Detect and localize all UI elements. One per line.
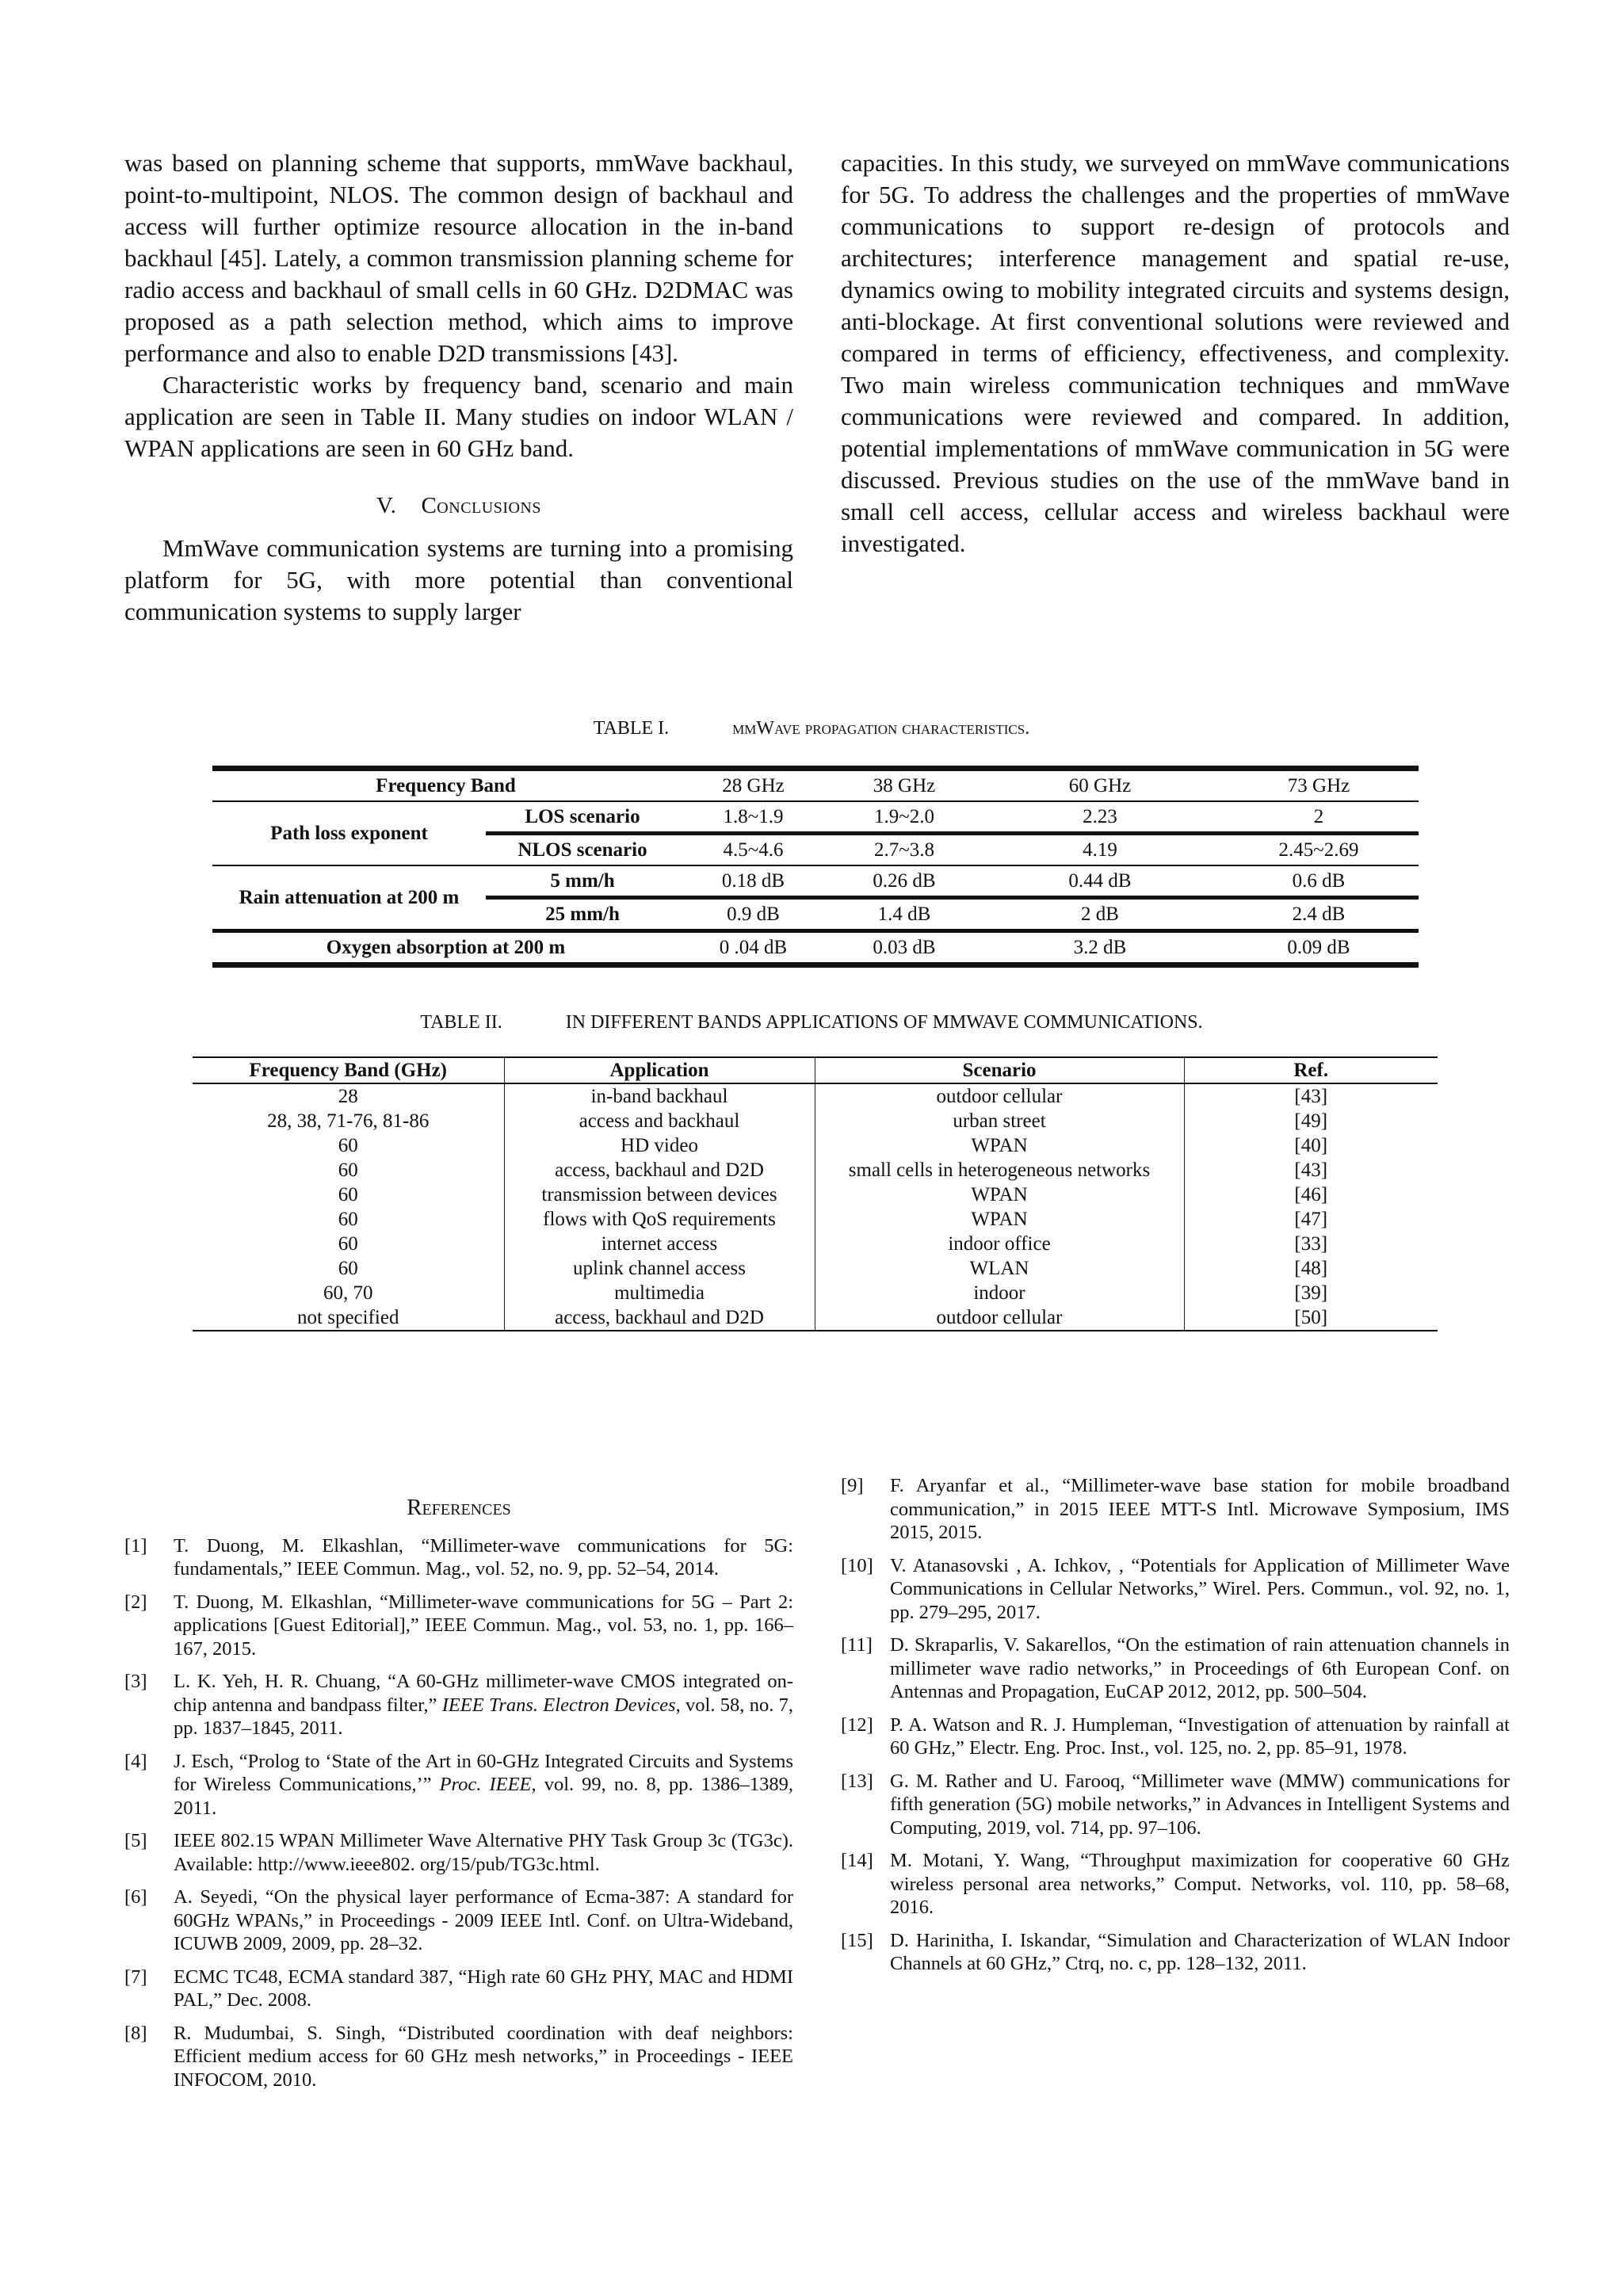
table2-cell: 60 <box>193 1133 504 1158</box>
reference-text: F. Aryanfar et al., “Millimeter-wave base station for mobile broadband communication,” in 2015 IEEE MTT-S Intl. Microwave Symposium, IMS 2015, 2015. <box>890 1475 1510 1543</box>
reference-number: [7] <box>124 1966 147 1988</box>
reference-number: [8] <box>124 2022 147 2044</box>
table1-cell: 0.09 dB <box>1287 936 1350 958</box>
table2-header-cell: Frequency Band (GHz) <box>193 1057 504 1083</box>
table-row <box>193 1232 1438 1256</box>
reference-item <box>841 1770 1510 1840</box>
table1-label: TABLE I. <box>593 718 670 739</box>
table-row <box>193 1281 1438 1305</box>
table2-cell: [33] <box>1294 1233 1328 1255</box>
table2-header-cell: Scenario <box>815 1057 1184 1083</box>
reference-text: ECMC TC48, ECMA standard 387, “High rate 60 GHz PHY, MAC and HDMI PAL,” Dec. 2008. <box>174 1966 793 2011</box>
left-column <box>124 147 793 628</box>
table1-cell: 0.26 dB <box>873 869 936 892</box>
table2-cell: WPAN <box>815 1182 1184 1207</box>
table2-cell: transmission between devices <box>504 1182 815 1207</box>
table2-cell: outdoor cellular <box>815 1083 1184 1109</box>
reference-number: [3] <box>124 1671 147 1692</box>
table-row <box>193 1133 1438 1158</box>
table-row <box>193 1305 1438 1331</box>
table-row <box>193 1158 1438 1182</box>
table2-cell: 60, 70 <box>193 1281 504 1305</box>
reference-list <box>124 1534 793 2092</box>
table1-cell: 2 dB <box>1081 903 1119 925</box>
reference-item <box>124 1829 793 1876</box>
reference-text: T. Duong, M. Elkashlan, “Millimeter-wave communications for 5G: fundamentals,” IEEE Commun. Mag., vol. 52, no. 9, pp. 52–54, 2014. <box>174 1534 793 1580</box>
table1-header-cell: Frequency Band <box>376 774 516 797</box>
table2-caption <box>0 1012 1623 1033</box>
table1-cell: 0.9 dB <box>727 903 780 925</box>
table-row <box>193 1207 1438 1232</box>
reference-text <box>174 1670 793 1740</box>
table2-cell: urban street <box>815 1109 1184 1133</box>
section-title: Conclusions <box>421 493 541 518</box>
table-row <box>193 1083 1438 1109</box>
table2-cell: 60 <box>193 1256 504 1281</box>
reference-journal: Proc. IEEE <box>439 1774 532 1795</box>
table1-title: mmWave propagation characteristics. <box>732 718 1030 739</box>
reference-journal: IEEE Trans. Electron Devices <box>441 1694 676 1716</box>
table2-cell: small cells in heterogeneous networks <box>815 1158 1184 1182</box>
reference-text-part: , vol. 99, no. 8, pp. 1386–1389, 2011. <box>174 1774 793 1819</box>
table2-cell: 60 <box>193 1207 504 1232</box>
table2-cell: [50] <box>1294 1307 1328 1328</box>
reference-number: [13] <box>841 1770 873 1792</box>
reference-item <box>124 1591 793 1661</box>
reference-number: [2] <box>124 1591 147 1613</box>
table2-cell: access, backhaul and D2D <box>504 1158 815 1182</box>
table2-cell: access and backhaul <box>504 1109 815 1133</box>
table-row <box>212 931 1419 965</box>
reference-number: [6] <box>124 1886 147 1908</box>
table1-group-label: Rain attenuation at 200 m <box>212 865 486 931</box>
table1-cell: 4.5~4.6 <box>723 839 784 861</box>
table1-cell: 2.4 dB <box>1292 903 1346 925</box>
table1-cell: 0.03 dB <box>873 936 936 958</box>
table2-cell: [39] <box>1294 1282 1328 1304</box>
reference-number: [10] <box>841 1554 873 1576</box>
table2-cell: [47] <box>1294 1209 1328 1230</box>
reference-text-part: L. K. Yeh, H. R. Chuang, “A 60-GHz millimeter-wave CMOS integrated on-chip antenna and bandpass filter,” <box>174 1671 793 1716</box>
reference-text: R. Mudumbai, S. Singh, “Distributed coordination with deaf neighbors: Efficient medium access for 60 GHz mesh networks,” in Proceedings - IEEE INFOCOM, 2010. <box>174 2022 793 2091</box>
table2-cell: WLAN <box>815 1256 1184 1281</box>
table2-header-cell: Application <box>504 1057 815 1083</box>
table1-sub-label: NLOS scenario <box>517 839 647 861</box>
table2 <box>193 1056 1438 1331</box>
references-left <box>124 1496 793 2101</box>
references-right <box>841 1474 1510 1985</box>
paragraph: MmWave communication systems are turning into a promising platform for 5G, with more potential than conventional communication systems to supply larger <box>124 534 793 625</box>
table1-sub-label: 5 mm/h <box>550 869 615 892</box>
reference-text: T. Duong, M. Elkashlan, “Millimeter-wave communications for 5G – Part 2: applications [Guest Editorial],” IEEE Commun. Mag., vol. 53, no. 1, pp. 166–167, 2015. <box>174 1591 793 1660</box>
table-row <box>212 865 1419 898</box>
reference-item <box>124 1750 793 1820</box>
table2-cell: 60 <box>193 1232 504 1256</box>
table1-sub-label: LOS scenario <box>525 805 640 827</box>
reference-item <box>841 1849 1510 1920</box>
table2-cell: 28 <box>193 1083 504 1109</box>
reference-item <box>841 1474 1510 1545</box>
reference-text-part: , vol. 58, no. 7, pp. 1837–1845, 2011. <box>174 1694 793 1739</box>
table-row <box>212 801 1419 834</box>
reference-item <box>124 1534 793 1581</box>
reference-number: [15] <box>841 1929 873 1951</box>
table-row <box>193 1182 1438 1207</box>
table2-cell: not specified <box>193 1305 504 1331</box>
table2-cell: HD video <box>504 1133 815 1158</box>
table1-cell: 2.23 <box>1083 805 1117 827</box>
reference-item <box>841 1929 1510 1976</box>
right-column <box>841 147 1510 560</box>
reference-text: IEEE 802.15 WPAN Millimeter Wave Alternative PHY Task Group 3c (TG3c). Available: http://www.ieee802. org/15/pub/TG3c.html. <box>174 1830 793 1875</box>
table2-cell: access, backhaul and D2D <box>504 1305 815 1331</box>
reference-text: D. Skraparlis, V. Sakarellos, “On the estimation of rain attenuation channels in millimeter wave radio networks,” in Proceedings of 6th European Conf. on Antennas and Propagation, EuCAP 2012, 2012, pp. 500–504. <box>890 1634 1510 1702</box>
table2-cell: uplink channel access <box>504 1256 815 1281</box>
reference-text: P. A. Watson and R. J. Humpleman, “Investigation of attenuation by rainfall at 60 GHz,” Electr. Eng. Proc. Inst., vol. 125, no. 2, pp. 85–91, 1978. <box>890 1713 1510 1759</box>
section-number: V. <box>376 493 397 518</box>
table2-cell: 60 <box>193 1182 504 1207</box>
reference-number: [9] <box>841 1475 864 1496</box>
table2-cell: flows with QoS requirements <box>504 1207 815 1232</box>
table2-cell: WPAN <box>815 1133 1184 1158</box>
table1-cell: 2 <box>1313 805 1324 827</box>
reference-item <box>841 1633 1510 1704</box>
reference-item <box>124 1966 793 2012</box>
reference-number: [14] <box>841 1850 873 1871</box>
table1-group-label: Path loss exponent <box>212 801 486 865</box>
reference-text: A. Seyedi, “On the physical layer performance of Ecma-387: A standard for 60GHz WPANs,” in Proceedings - 2009 IEEE Intl. Conf. on Ultra-Wideband, ICUWB 2009, 2009, pp. 28–32. <box>174 1886 793 1954</box>
reference-number: [5] <box>124 1830 147 1851</box>
table2-body <box>193 1083 1438 1331</box>
reference-item <box>124 2022 793 2092</box>
table1-header-cell: 38 GHz <box>873 774 936 797</box>
table2-cell: [43] <box>1294 1159 1328 1181</box>
table-row <box>193 1256 1438 1281</box>
table1-cell: 0.44 dB <box>1068 869 1132 892</box>
reference-number: [12] <box>841 1713 873 1736</box>
reference-text: D. Harinitha, I. Iskandar, “Simulation and Characterization of WLAN Indoor Channels at 60 GHz,” Ctrq, no. c, pp. 128–132, 2011. <box>890 1929 1510 1974</box>
table2-cell: [48] <box>1294 1258 1328 1279</box>
table1-cell: 4.19 <box>1083 839 1117 861</box>
references-heading: References <box>407 1495 511 1520</box>
paragraph: capacities. In this study, we surveyed on mmWave communications for 5G. To address the challenges and the properties of mmWave communications to support re-design of protocols and architectures; interference management and spatial re-use, dynamics owing to mobility integrated circuits and systems design, anti-blockage. At first conventional solutions were reviewed and compared in terms of efficiency, effectiveness, and complexity. Two main wireless communication techniques and mmWave communications were reviewed and compared. In addition, potential implementations of mmWave communication in 5G were discussed. Previous studies on the use of the mmWave band in small cell access, cellular access and wireless backhaul were investigated. <box>841 149 1510 557</box>
table2-cell: 60 <box>193 1158 504 1182</box>
reference-item <box>124 1885 793 1956</box>
table2-cell: multimedia <box>504 1281 815 1305</box>
table1-header-cell: 73 GHz <box>1287 774 1350 797</box>
table2-cell: outdoor cellular <box>815 1305 1184 1331</box>
table1-sub-label: 25 mm/h <box>545 903 620 925</box>
table2-label: TABLE II. <box>420 1012 502 1033</box>
table1-cell: 2.7~3.8 <box>873 839 935 861</box>
table2-cell: [40] <box>1294 1135 1328 1156</box>
table1-cell: 0.18 dB <box>721 869 785 892</box>
table2-cell: in-band backhaul <box>504 1083 815 1109</box>
reference-number: [11] <box>841 1634 873 1656</box>
table1-cell: 3.2 dB <box>1073 936 1127 958</box>
reference-text: V. Atanasovski , A. Ichkov, , “Potentials for Application of Millimeter Wave Communications in Cellular Networks,” Wirel. Pers. Commun., vol. 92, no. 1, pp. 279–295, 2017. <box>890 1554 1510 1623</box>
table-row <box>193 1109 1438 1133</box>
reference-item <box>124 1670 793 1740</box>
paragraph: was based on planning scheme that supports, mmWave backhaul, point-to-multipoint, NLOS. The common design of backhaul and access will further optimize resource allocation in the in-band backhaul [45]. Lately, a common transmission planning scheme for radio access and backhaul of small cells in 60 GHz. D2DMAC was proposed as a path selection method, which aims to improve performance and also to enable D2D transmissions [43]. <box>124 149 793 367</box>
reference-number: [1] <box>124 1534 147 1557</box>
table1-caption <box>0 718 1623 739</box>
reference-item <box>841 1713 1510 1760</box>
table2-cell: indoor <box>815 1281 1184 1305</box>
table1-header-cell: 28 GHz <box>722 774 785 797</box>
table2-cell: [46] <box>1294 1184 1328 1205</box>
table1-cell: 2.45~2.69 <box>1278 839 1359 861</box>
table2-cell: [43] <box>1294 1086 1328 1107</box>
table2-cell: 28, 38, 71-76, 81-86 <box>193 1109 504 1133</box>
reference-item <box>841 1554 1510 1625</box>
table2-cell: WPAN <box>815 1207 1184 1232</box>
table1-cell: 1.8~1.9 <box>723 805 784 827</box>
table1 <box>212 766 1419 968</box>
table2-cell: internet access <box>504 1232 815 1256</box>
table1-header-cell: 60 GHz <box>1068 774 1132 797</box>
reference-text: G. M. Rather and U. Farooq, “Millimeter wave (MMW) communications for fifth generation (5G) mobile networks,” in Advances in Intelligent Systems and Computing, 2019, vol. 714, pp. 97–106. <box>890 1770 1510 1839</box>
table1-cell: 0.6 dB <box>1292 869 1346 892</box>
paragraph: Characteristic works by frequency band, scenario and main application are seen in Table II. Many studies on indoor WLAN / WPAN applications are seen in 60 GHz band. <box>124 371 793 462</box>
table2-title: IN DIFFERENT BANDS APPLICATIONS OF MMWAVE COMMUNICATIONS. <box>565 1012 1203 1033</box>
table1-cell: 1.9~2.0 <box>873 805 935 827</box>
table1-cell: 0 .04 dB <box>719 936 788 958</box>
table2-cell: [49] <box>1294 1110 1328 1132</box>
table1-cell: 1.4 dB <box>877 903 931 925</box>
table2-header-cell: Ref. <box>1184 1057 1438 1083</box>
reference-text: M. Motani, Y. Wang, “Throughput maximization for cooperative 60 GHz wireless personal area networks,” Comput. Networks, vol. 110, pp. 58–68, 2016. <box>890 1850 1510 1918</box>
section-heading <box>124 490 793 521</box>
table1-group-label: Oxygen absorption at 200 m <box>326 936 566 958</box>
reference-list <box>841 1474 1510 1976</box>
reference-text <box>174 1750 793 1820</box>
table2-cell: indoor office <box>815 1232 1184 1256</box>
reference-text-part: J. Esch, “Prolog to ‘State of the Art in 60-GHz Integrated Circuits and Systems for Wireless Communications,’” <box>174 1750 793 1795</box>
reference-number: [4] <box>124 1750 147 1772</box>
